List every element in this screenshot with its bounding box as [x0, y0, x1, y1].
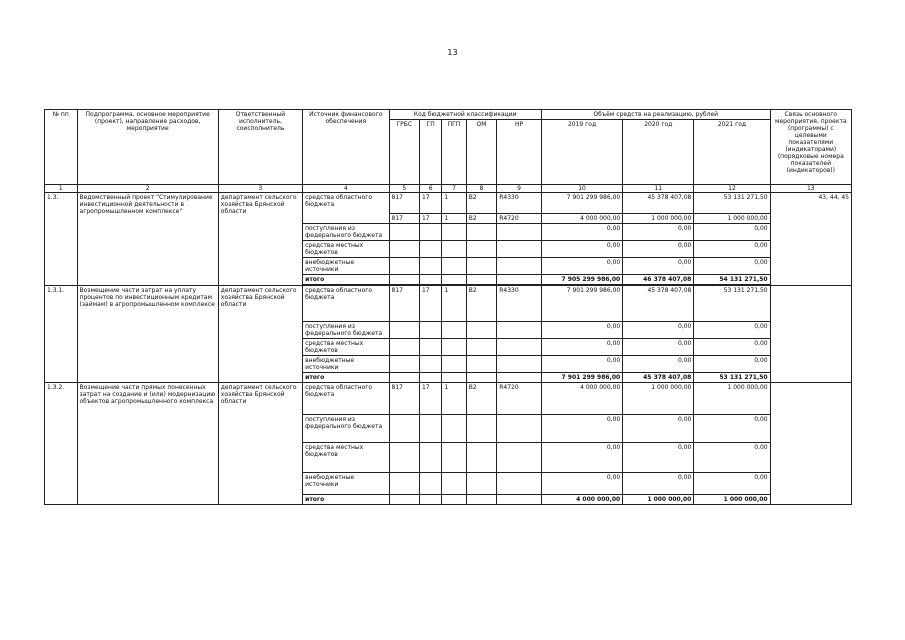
source-extra: внебюджетные источники	[303, 473, 389, 495]
header-row	[45, 110, 852, 120]
row-link	[770, 286, 851, 383]
cell-empty	[497, 241, 542, 258]
cell-2019: 0,00	[541, 224, 622, 241]
cell-empty	[442, 373, 466, 383]
col-number: 13	[770, 185, 851, 193]
row-name: Возмещение части затрат на уплату процентов по инвестиционным кредитам (займам) в агропромышленном комплексе	[77, 286, 218, 383]
cell-empty	[389, 415, 419, 443]
cell-empty	[497, 339, 542, 356]
source-federal: поступления из федерального бюджета	[303, 415, 389, 443]
cell-empty	[466, 443, 496, 473]
cell-2020: 0,00	[623, 224, 694, 241]
cell-2019: 0,00	[541, 415, 622, 443]
col-number: 3	[218, 185, 302, 193]
cell-empty	[442, 322, 466, 339]
cell-empty	[442, 224, 466, 241]
cell-empty	[466, 258, 496, 275]
cell-2020: 0,00	[623, 241, 694, 258]
cell-2021: 53 131 271,50	[694, 286, 770, 322]
cell-empty	[389, 356, 419, 373]
cell-2021: 1 000 000,00	[694, 495, 770, 505]
header-pgp: ПГП	[442, 120, 466, 185]
source-federal: поступления из федерального бюджета	[303, 224, 389, 241]
cell-empty	[419, 356, 441, 373]
cell-2019: 0,00	[541, 241, 622, 258]
cell-empty	[497, 258, 542, 275]
cell-empty	[466, 275, 496, 285]
cell-2021: 1 000 000,00	[694, 383, 770, 415]
cell-2020: 1 000 000,00	[623, 383, 694, 415]
cell-empty	[466, 373, 496, 383]
header-2021: 2021 год	[694, 120, 770, 185]
source-local: средства местных бюджетов	[303, 339, 389, 356]
cell-pgp: 1	[442, 214, 466, 224]
cell-2021: 53 131 271,50	[694, 373, 770, 383]
cell-np: R4720	[497, 214, 542, 224]
col-number: 12	[694, 185, 770, 193]
header-source: Источник финансового обеспечения	[303, 110, 389, 185]
source-total: итого	[303, 373, 389, 383]
source-regional: средства областного бюджета	[303, 193, 389, 224]
cell-empty	[389, 473, 419, 495]
cell-pgp: 1	[442, 286, 466, 322]
cell-2021: 0,00	[694, 473, 770, 495]
header-budget-code: Код бюджетной классификации	[389, 110, 541, 120]
cell-empty	[497, 373, 542, 383]
header-responsible: Ответственный исполнитель, соисполнитель	[218, 110, 302, 185]
row-number: 1.3.	[45, 193, 78, 286]
cell-np: R4330	[497, 286, 542, 322]
cell-gp: 17	[419, 214, 441, 224]
cell-2021: 0,00	[694, 258, 770, 275]
cell-2021: 1 000 000,00	[694, 214, 770, 224]
table-row	[45, 193, 852, 214]
row-name: Возмещение части прямых понесенных затрат на создание и (или) модернизацию объектов агропромышленного комплекса	[77, 383, 218, 505]
source-regional: средства областного бюджета	[303, 286, 389, 322]
row-responsible: департамент сельского хозяйства Брянской области	[218, 286, 302, 383]
cell-empty	[389, 258, 419, 275]
cell-grbs: 817	[389, 383, 419, 415]
cell-empty	[442, 275, 466, 285]
cell-empty	[442, 443, 466, 473]
cell-empty	[419, 473, 441, 495]
cell-empty	[497, 356, 542, 373]
row-number: 1.3.2.	[45, 383, 78, 505]
cell-gp: 17	[419, 193, 441, 214]
cell-grbs: 817	[389, 286, 419, 322]
source-regional: средства областного бюджета	[303, 383, 389, 415]
page-number: 13	[447, 48, 458, 57]
cell-om: B2	[466, 383, 496, 415]
cell-empty	[419, 275, 441, 285]
cell-2021: 0,00	[694, 339, 770, 356]
cell-2019: 7 901 299 986,00	[541, 193, 622, 214]
cell-empty	[442, 415, 466, 443]
cell-2019: 4 000 000,00	[541, 383, 622, 415]
cell-empty	[466, 415, 496, 443]
col-number: 9	[497, 185, 542, 193]
row-link	[770, 383, 851, 505]
cell-empty	[442, 473, 466, 495]
cell-empty	[419, 258, 441, 275]
cell-empty	[419, 241, 441, 258]
cell-empty	[389, 339, 419, 356]
table-row	[45, 383, 852, 415]
cell-om: B2	[466, 286, 496, 322]
source-local: средства местных бюджетов	[303, 443, 389, 473]
cell-gp: 17	[419, 286, 441, 322]
cell-empty	[419, 495, 441, 505]
cell-2021: 54 131 271,50	[694, 275, 770, 285]
col-number: 7	[442, 185, 466, 193]
cell-2019: 0,00	[541, 258, 622, 275]
cell-2019: 7 905 299 986,00	[541, 275, 622, 285]
cell-empty	[497, 322, 542, 339]
cell-2020: 0,00	[623, 415, 694, 443]
cell-2019: 0,00	[541, 473, 622, 495]
col-number: 2	[77, 185, 218, 193]
cell-2019: 0,00	[541, 356, 622, 373]
cell-2020: 1 000 000,00	[623, 214, 694, 224]
source-extra: внебюджетные источники	[303, 356, 389, 373]
col-number: 10	[541, 185, 622, 193]
header-2020: 2020 год	[623, 120, 694, 185]
cell-empty	[442, 339, 466, 356]
cell-np: R4720	[497, 383, 542, 415]
cell-2020: 45 378 407,08	[623, 193, 694, 214]
cell-empty	[389, 373, 419, 383]
cell-empty	[497, 275, 542, 285]
source-federal: поступления из федерального бюджета	[303, 322, 389, 339]
cell-empty	[466, 473, 496, 495]
cell-empty	[389, 241, 419, 258]
cell-empty	[389, 495, 419, 505]
cell-2020: 45 378 407,08	[623, 373, 694, 383]
col-number: 4	[303, 185, 389, 193]
row-number: 1.3.1.	[45, 286, 78, 383]
cell-2019: 0,00	[541, 339, 622, 356]
cell-2020: 0,00	[623, 443, 694, 473]
cell-empty	[442, 495, 466, 505]
cell-2020: 0,00	[623, 258, 694, 275]
cell-2021: 0,00	[694, 415, 770, 443]
cell-2019: 7 901 299 986,00	[541, 373, 622, 383]
cell-empty	[389, 224, 419, 241]
row-link: 43, 44, 45	[770, 193, 851, 286]
cell-2019: 4 000 000,00	[541, 214, 622, 224]
cell-empty	[466, 322, 496, 339]
cell-2019: 7 901 299 986,00	[541, 286, 622, 322]
cell-2021: 0,00	[694, 356, 770, 373]
cell-empty	[419, 415, 441, 443]
header-program: Подпрограмма, основное мероприятие (проект), направление расходов, мероприятие	[77, 110, 218, 185]
header-2019: 2019 год	[541, 120, 622, 185]
cell-empty	[442, 241, 466, 258]
cell-2021: 0,00	[694, 241, 770, 258]
cell-empty	[497, 495, 542, 505]
col-number: 8	[466, 185, 496, 193]
header-no: № пп	[45, 110, 78, 185]
cell-grbs: 817	[389, 193, 419, 214]
column-numbers-row	[45, 185, 852, 193]
cell-pgp: 1	[442, 383, 466, 415]
budget-table	[44, 109, 852, 505]
cell-2021: 53 131 271,50	[694, 193, 770, 214]
cell-empty	[442, 258, 466, 275]
cell-pgp: 1	[442, 193, 466, 214]
cell-empty	[389, 322, 419, 339]
cell-empty	[466, 495, 496, 505]
cell-empty	[419, 339, 441, 356]
cell-grbs: 817	[389, 214, 419, 224]
cell-2020: 0,00	[623, 473, 694, 495]
cell-empty	[419, 443, 441, 473]
cell-np: R4330	[497, 193, 542, 214]
cell-2019: 0,00	[541, 322, 622, 339]
row-responsible: департамент сельского хозяйства Брянской области	[218, 193, 302, 286]
cell-empty	[419, 322, 441, 339]
cell-empty	[442, 356, 466, 373]
table-row	[45, 286, 852, 322]
cell-empty	[466, 339, 496, 356]
cell-gp: 17	[419, 383, 441, 415]
row-responsible: департамент сельского хозяйства Брянской области	[218, 383, 302, 505]
row-name: Ведомственный проект "Стимулирование инвестиционной деятельности в агропромышленном комплексе"	[77, 193, 218, 286]
cell-2019: 0,00	[541, 443, 622, 473]
col-number: 11	[623, 185, 694, 193]
source-local: средства местных бюджетов	[303, 241, 389, 258]
cell-empty	[466, 356, 496, 373]
cell-empty	[497, 224, 542, 241]
header-volume: Объём средств на реализацию, рублей	[541, 110, 770, 120]
cell-2020: 46 378 407,08	[623, 275, 694, 285]
cell-om: B2	[466, 193, 496, 214]
col-number: 6	[419, 185, 441, 193]
cell-2020: 0,00	[623, 339, 694, 356]
cell-2020: 0,00	[623, 356, 694, 373]
header-link: Связь основного мероприятия, проекта (программы) с целевыми показателями (индикаторами) (порядковые номера показателей (индикаторов))	[770, 110, 851, 185]
cell-empty	[497, 473, 542, 495]
cell-2021: 0,00	[694, 443, 770, 473]
header-om: ОМ	[466, 120, 496, 185]
cell-empty	[497, 415, 542, 443]
header-gp: ГП	[419, 120, 441, 185]
cell-empty	[389, 443, 419, 473]
cell-2019: 4 000 000,00	[541, 495, 622, 505]
source-extra: внебюджетные источники	[303, 258, 389, 275]
cell-empty	[466, 241, 496, 258]
cell-empty	[389, 275, 419, 285]
cell-2021: 0,00	[694, 322, 770, 339]
col-number: 5	[389, 185, 419, 193]
cell-om: B2	[466, 214, 496, 224]
cell-empty	[419, 373, 441, 383]
cell-2020: 45 378 407,08	[623, 286, 694, 322]
cell-2020: 0,00	[623, 322, 694, 339]
cell-empty	[466, 224, 496, 241]
source-total: итого	[303, 275, 389, 285]
col-number: 1	[45, 185, 78, 193]
cell-empty	[419, 224, 441, 241]
cell-2020: 1 000 000,00	[623, 495, 694, 505]
cell-2021: 0,00	[694, 224, 770, 241]
header-np: НР	[497, 120, 542, 185]
source-total: итого	[303, 495, 389, 505]
cell-empty	[497, 443, 542, 473]
header-grbs: ГРБС	[389, 120, 419, 185]
